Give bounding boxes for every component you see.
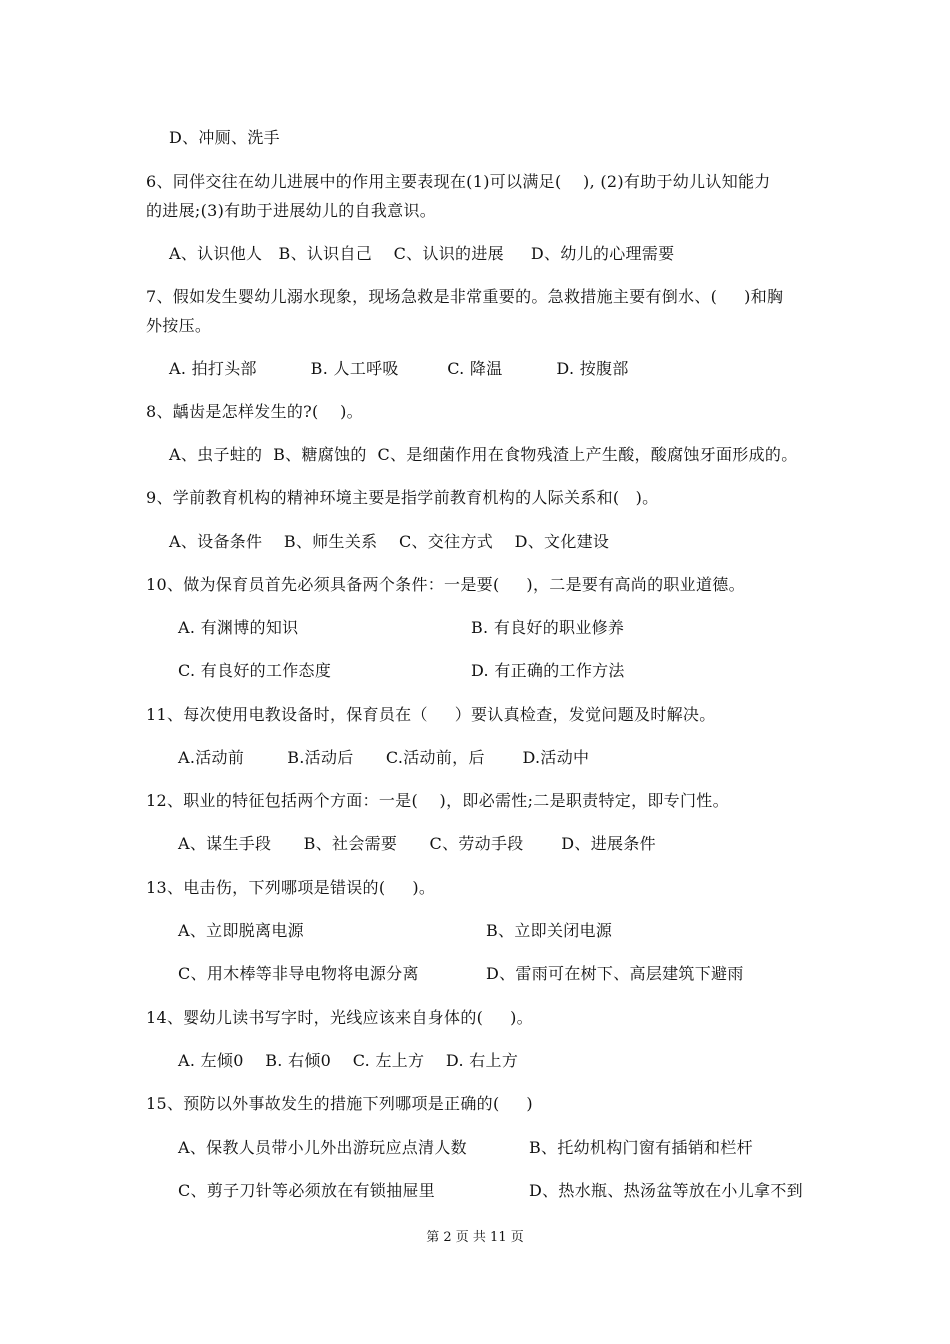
q10-option-d: D. 有正确的工作方法 [471, 661, 625, 680]
q13-option-c: C、用木棒等非导电物将电源分离 [178, 964, 419, 983]
q7-stem-line-2: 外按压。 [146, 316, 212, 335]
q14-options: A. 左倾0 B. 右倾0 C. 左上方 D. 右上方 [178, 1051, 519, 1070]
q9-stem: 9、学前教育机构的精神环境主要是指学前教育机构的人际关系和( )。 [146, 488, 659, 507]
q5-option-d: D、冲厕、洗手 [169, 128, 280, 147]
q12-stem: 12、职业的特征包括两个方面：一是( )，即必需性;二是职责特定，即专门性。 [146, 791, 729, 810]
q15-stem: 15、预防以外事故发生的措施下列哪项是正确的( ) [146, 1094, 533, 1113]
q11-options: A.活动前 B.活动后 C.活动前，后 D.活动中 [178, 748, 590, 767]
q8-options: A、虫子蛀的 B、糖腐蚀的 C、是细菌作用在食物残渣上产生酸，酸腐蚀牙面形成的。 [169, 445, 798, 464]
q11-stem: 11、每次使用电教设备时，保育员在（ ）要认真检查，发觉问题及时解决。 [146, 705, 716, 724]
q13-option-a: A、立即脱离电源 [178, 921, 304, 940]
q6-stem-line-1: 6、同伴交往在幼儿进展中的作用主要表现在(1)可以满足( ), (2)有助于幼儿认知能力 [146, 172, 771, 191]
q15-option-a: A、保教人员带小儿外出游玩应点清人数 [178, 1138, 467, 1157]
q14-stem: 14、婴幼儿读书写字时，光线应该来自身体的( )。 [146, 1008, 533, 1027]
q8-stem: 8、龋齿是怎样发生的?( )。 [146, 402, 363, 421]
q7-stem-line-1: 7、假如发生婴幼儿溺水现象，现场急救是非常重要的。急救措施主要有倒水、( )和胸 [146, 287, 784, 306]
q6-stem-line-2: 的进展;(3)有助于进展幼儿的自我意识。 [146, 201, 437, 220]
q9-options: A、设备条件 B、师生关系 C、交往方式 D、文化建设 [169, 532, 610, 551]
q12-options: A、谋生手段 B、社会需要 C、劳动手段 D、进展条件 [178, 834, 656, 853]
q10-option-c: C. 有良好的工作态度 [178, 661, 332, 680]
q13-option-b: B、立即关闭电源 [486, 921, 613, 940]
q15-option-d: D、热水瓶、热汤盆等放在小儿拿不到 [529, 1181, 803, 1200]
q7-options: A. 拍打头部 B. 人工呼吸 C. 降温 D. 按腹部 [169, 359, 629, 378]
q15-option-b: B、托幼机构门窗有插销和栏杆 [529, 1138, 753, 1157]
q10-option-b: B. 有良好的职业修养 [471, 618, 625, 637]
q15-option-c: C、剪子刀针等必须放在有锁抽屉里 [178, 1181, 436, 1200]
q10-stem: 10、做为保育员首先必须具备两个条件：一是要( )，二是要有高尚的职业道德。 [146, 575, 745, 594]
q10-option-a: A. 有渊博的知识 [178, 618, 299, 637]
page-footer: 第 2 页 共 11 页 [426, 1230, 524, 1245]
q13-stem: 13、电击伤，下列哪项是错误的( )。 [146, 878, 436, 897]
q13-option-d: D、雷雨可在树下、高层建筑下避雨 [486, 964, 744, 983]
q6-options: A、认识他人 B、认识自己 C、认识的进展 D、幼儿的心理需要 [169, 244, 675, 263]
